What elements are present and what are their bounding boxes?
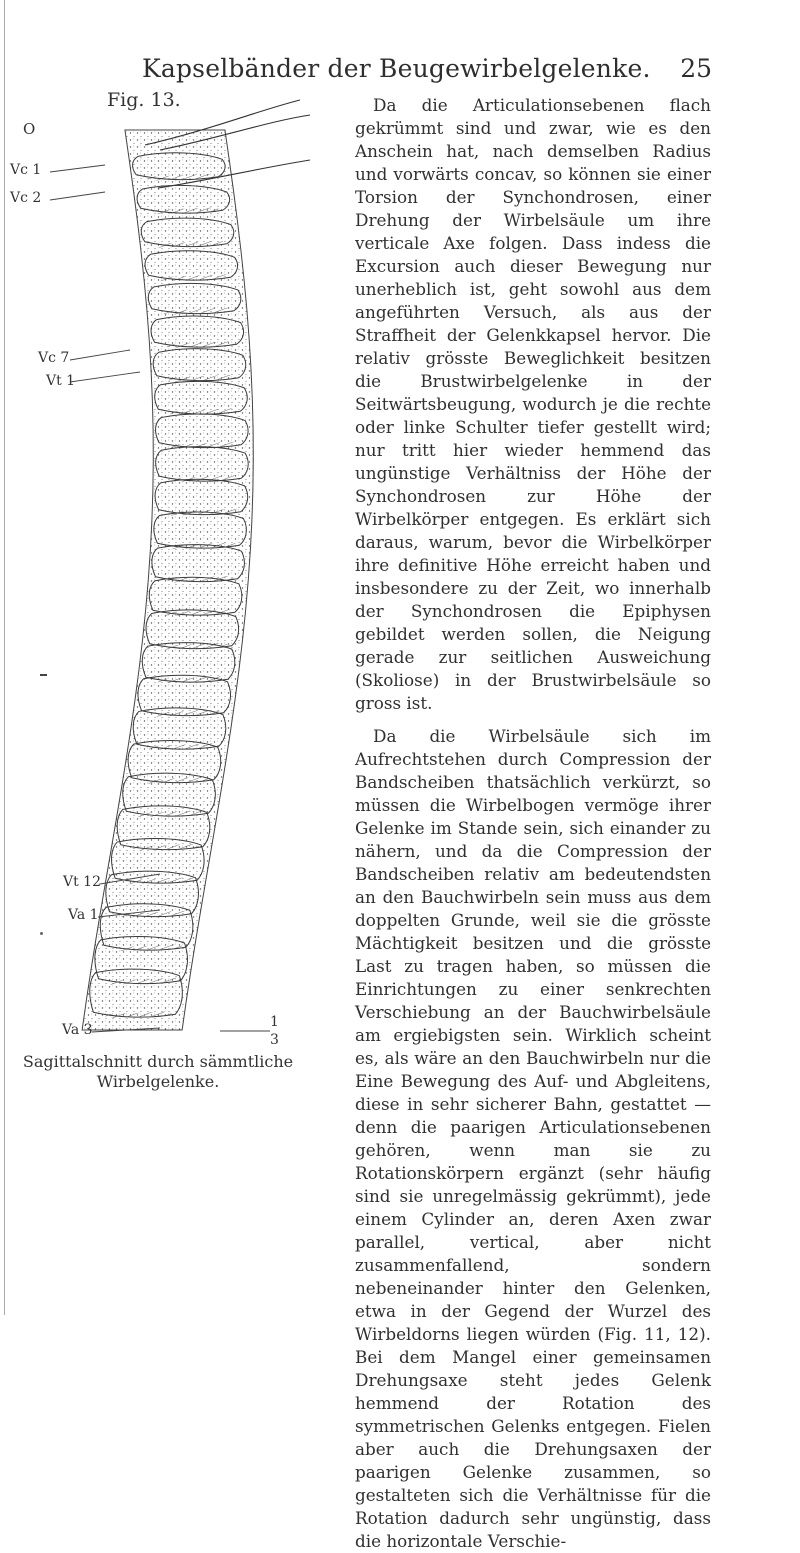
vertebra-label-vc2: Vc 2 bbox=[10, 190, 42, 206]
figure-label: Fig. 13. bbox=[107, 89, 181, 111]
label-leader-line bbox=[70, 350, 130, 360]
spine-sagittal-section-illustration bbox=[10, 110, 330, 1060]
page-number: 25 bbox=[680, 54, 712, 83]
vertebra-label-vc7: Vc 7 bbox=[38, 350, 70, 366]
spine-figure bbox=[10, 110, 330, 1060]
running-title: Kapselbänder der Beugewirbelgelenke. bbox=[142, 54, 651, 83]
label-leader-line bbox=[50, 165, 105, 172]
vertebra-label-occiput: O bbox=[23, 120, 36, 138]
vertebral-column-drawing bbox=[50, 100, 310, 1032]
vertebra-label-vt1: Vt 1 bbox=[46, 373, 76, 389]
page-header bbox=[142, 54, 712, 94]
vertebra-label-va3: Va 3 bbox=[62, 1022, 93, 1038]
margin-dot bbox=[40, 932, 43, 935]
line-label-3: 3 bbox=[270, 1032, 279, 1048]
vertebra-label-vc1: Vc 1 bbox=[10, 162, 42, 178]
figure-caption bbox=[22, 1052, 294, 1092]
caption-line-1: Sagittalschnitt durch sämmtliche bbox=[22, 1052, 294, 1071]
vertebra-label-vt12: Vt 12 bbox=[63, 874, 102, 890]
page-edge-line bbox=[4, 0, 5, 1315]
label-leader-line bbox=[70, 372, 140, 382]
vertebra-label-va1: Va 1 bbox=[68, 907, 99, 923]
paragraph-2: Da die Wirbelsäule sich im Aufrechtstehen durch Compression der Bandscheiben thatsächlich verkürzt, so müssen die Wirbelbogen vermöge ihrer Gelenke im Stande sein, sich einander zu nähern, und da die Compression der Bandscheiben relativ am bedeutendsten an den Bauchwirbeln sein muss aus dem doppelten Grunde, weil sie die grösste Mächtigkeit besitzen und die grösste Last zu tragen haben, so müssen die Einrichtungen zu einer senkrechten Verschiebung an der Bauchwirbelsäule am ergiebigsten sein. Wirklich scheint es, als wäre an den Bauchwirbeln nur die Eine Bewegung des Auf- und Abgleitens, diese in sehr sicherer Bahn, gestattet — denn die paarigen Articulationsebenen gehören, wenn man sie zu Rotationskörpern ergänzt (sehr häufig sind sie unregelmässig gekrümmt), jede einem Cylinder an, deren Axen zwar parallel, vertical, aber nicht zusammenfallend, sondern nebeneinander hinter den Gelenken, etwa in der Gegend der Wurzel des Wirbeldorns liegen würden (Fig. 11, 12). Bei dem Mangel einer gemeinsamen Drehungsaxe steht jedes Gelenk hemmend der Rotation des symmetrischen Gelenks entgegen. Fielen aber auch die Drehungsaxen der paarigen Gelenke zusammen, so gestalteten sich die Verhältnisse für die Rotation dadurch sehr ungünstig, dass die horizontale Verschie- bbox=[355, 726, 711, 1551]
line-label-1: 1 bbox=[270, 1014, 279, 1030]
margin-dash bbox=[40, 674, 47, 676]
label-leader-line bbox=[50, 192, 105, 200]
paragraph-1: Da die Articulationsebenen flach gekrümmt sind und zwar, wie es den Anschein hat, nach demselben Radius und vorwärts concav, so können sie einer Torsion der Synchondrosen, einer Drehung der Wirbelsäule um ihre verticale Axe folgen. Dass indess die Excursion auch dieser Bewegung nur unerheblich ist, geht sowohl aus dem angeführten Versuch, als aus der Straffheit der Gelenkkapsel hervor. Die relativ grösste Beweglichkeit besitzen die Brustwirbelgelenke in der Seitwärtsbeugung, wodurch je die rechte oder linke Schulter tiefer gestellt wird; nur tritt hier wieder hemmend das ungünstige Verhältniss der Höhe der Synchondrosen zur Höhe der Wirbelkörper entgegen. Es erklärt sich daraus, warum, bevor die Wirbelkörper ihre definitive Höhe erreicht haben und insbesondere zu der Zeit, wo innerhalb der Synchondrosen die Epiphysen gebildet werden sollen, die Neigung gerade zur seitlichen Ausweichung (Skoliose) in der Brustwirbelsäule so gross ist. bbox=[355, 95, 711, 713]
caption-line-2: Wirbelgelenke. bbox=[96, 1072, 220, 1091]
body-text bbox=[355, 94, 711, 1553]
